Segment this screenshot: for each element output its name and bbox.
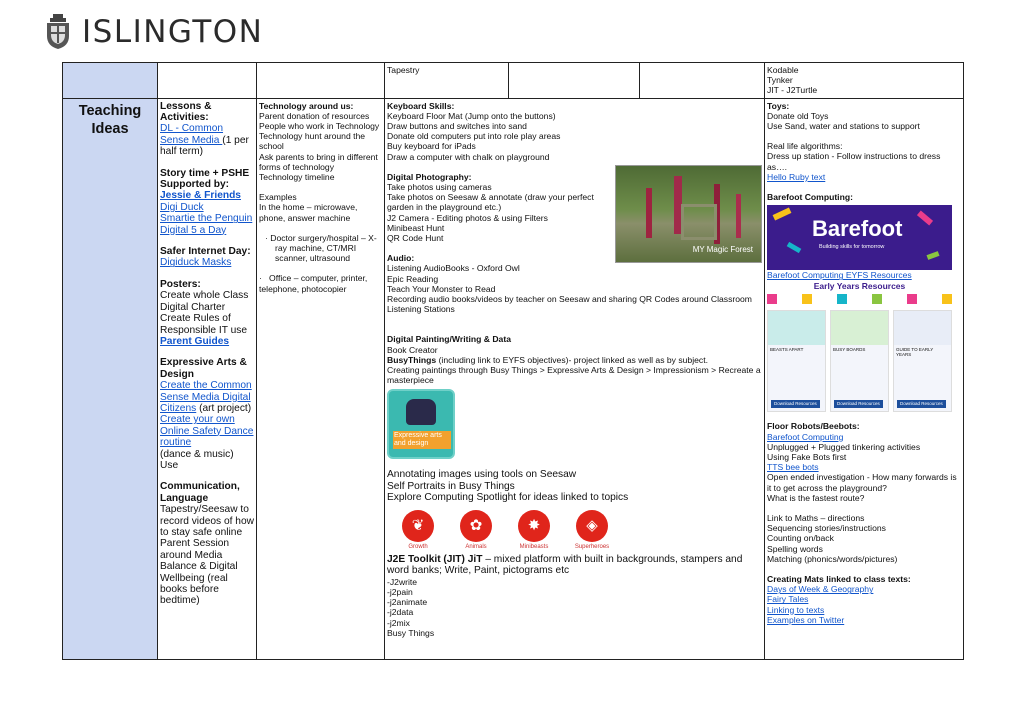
create-own-link[interactable]: Create your own Online Safety Dance routine — [160, 414, 254, 449]
photo-line: Take photos on Seesaw & annotate (draw your perfect garden in the playground etc.) — [387, 192, 594, 213]
confetti — [787, 242, 802, 253]
j2-line: -j2pain — [387, 586, 413, 597]
top-line: JIT - J2Turtle — [767, 85, 818, 96]
keyboard-line: Draw a computer with chalk on playground — [387, 151, 550, 162]
audio-title: Audio: — [387, 253, 415, 264]
paint-title: Digital Painting/Writing & Data — [387, 334, 511, 345]
art-project: (art project) — [196, 402, 252, 414]
audio-line: Teach Your Monster to Read — [387, 283, 496, 294]
top-cell-5 — [640, 63, 765, 99]
top-label-cell — [63, 63, 158, 99]
paw-icon: ✿ — [460, 510, 492, 542]
growth-icon: ❦ — [402, 510, 434, 542]
islington-logo — [44, 12, 263, 52]
photo-title: Digital Photography: — [387, 171, 472, 182]
comm-text: Tapestry/Seesaw to record videos of how to stay safe online — [160, 504, 255, 539]
digiduck-masks-link[interactable]: Digiduck Masks — [160, 257, 232, 269]
confetti — [917, 211, 933, 226]
keyboard-title: Keyboard Skills: — [387, 100, 455, 111]
teaching-ideas-label — [63, 98, 158, 659]
digital5-link[interactable]: Digital 5 a Day — [160, 224, 227, 236]
top-line: Tynker — [767, 75, 793, 86]
top-cell-3: Tapestry — [385, 63, 509, 99]
monster-icon — [406, 399, 436, 425]
technology-cell — [257, 98, 385, 659]
spotlight-animals: ✿ Animals — [455, 510, 497, 552]
top-cell-1 — [158, 63, 257, 99]
bullet-doctor: · Doctor surgery/hospital – X-ray machine, CT/MRI scanner, ultrasound — [265, 232, 377, 264]
posters-text: Create whole Class Digital Charter Create Rules of Responsible IT use — [160, 290, 249, 336]
j2-line: -j2animate — [387, 597, 428, 608]
maths-line: Matching (phonics/words/pictures) — [767, 553, 898, 564]
download-button[interactable]: Download Resources — [771, 400, 820, 408]
floor-title: Floor Robots/Beebots: — [767, 421, 860, 432]
lessons-title: Lessons & Activities: — [160, 100, 212, 124]
lessons-cell — [158, 98, 257, 659]
resource-card: GUIDE TO EARLY YEARS Download Resources — [893, 310, 952, 412]
keyboard-line: Draw buttons and switches into sand — [387, 121, 527, 132]
audio-line: Epic Reading — [387, 273, 439, 284]
digi-duck-link[interactable]: Digi Duck — [160, 201, 204, 213]
photo-line: QR Code Hunt — [387, 233, 444, 244]
dl-tail: (1 per half term) — [160, 134, 249, 158]
tts-link[interactable]: TTS bee bots — [767, 462, 819, 473]
use-text: Use — [160, 459, 179, 471]
real-life-title: Real life algorithms: — [767, 141, 843, 152]
barefoot-computing-link[interactable]: Barefoot Computing — [767, 431, 844, 442]
j2-line: -j2mix — [387, 617, 410, 628]
dance-music: (dance & music) — [160, 448, 234, 460]
barefoot-eyfs-link[interactable]: Barefoot Computing EYFS Resources — [767, 270, 912, 281]
floor-line: Unplugged + Plugged tinkering activities — [767, 441, 921, 452]
top-cell-2 — [257, 63, 385, 99]
shield-icon: ◈ — [576, 510, 608, 542]
photo-line: Minibeast Hunt — [387, 222, 445, 233]
annot-line: Self Portraits in Busy Things — [387, 480, 515, 492]
maths-line: Link to Maths – directions — [767, 513, 865, 524]
ladybird-icon: ✸ — [518, 510, 550, 542]
photo-line: J2 Camera - Editing photos & using Filters — [387, 212, 548, 223]
dl-link[interactable]: DL - Common Sense Media — [160, 123, 224, 146]
toys-cell — [765, 98, 964, 659]
barefoot-title: Barefoot Computing: — [767, 192, 853, 203]
j2-line: -j2data — [387, 607, 414, 618]
spotlight-icons — [397, 510, 762, 552]
resource-card: BEASTS APART Download Resources — [767, 310, 826, 412]
label-line: Ideas — [91, 120, 129, 137]
dress-line: Dress up station - Follow instructions to dress as…. — [767, 151, 941, 172]
fastest-route: What is the fastest route? — [767, 492, 865, 503]
barefoot-banner — [767, 205, 952, 270]
mats-link[interactable]: Examples on Twitter — [767, 614, 845, 625]
confetti — [773, 208, 792, 221]
teaching-ideas-row — [63, 98, 964, 659]
maths-line: Spelling words — [767, 543, 823, 554]
spotlight-superheroes: ◈ Superheroes — [571, 510, 613, 552]
maths-line: Sequencing stories/instructions — [767, 523, 886, 534]
forest-structure — [681, 204, 717, 240]
toys-line: Use Sand, water and stations to support — [767, 121, 920, 132]
spotlight-minibeasts: ✸ Minibeasts — [513, 510, 555, 552]
keyboard-line: Donate old computers put into role play areas — [387, 131, 561, 142]
mats-link[interactable]: Fairy Tales — [767, 594, 809, 605]
posters-title: Posters: — [160, 278, 201, 290]
forest-tree — [736, 194, 741, 238]
mats-link[interactable]: Days of Week & Geography — [767, 584, 874, 595]
comm-title: Communication, Language — [160, 481, 240, 504]
parent-session: Parent Session around Media Balance & Digital Wellbeing (real books before bedtime) — [160, 538, 238, 607]
home-examples: In the home – microwave, phone, answer machine — [259, 202, 358, 223]
mats-link[interactable]: Linking to texts — [767, 604, 825, 615]
open-ended: Open ended investigation - How many forwards is it to get across the playground? — [767, 472, 957, 493]
download-button[interactable]: Download Resources — [834, 400, 883, 408]
mats-title: Creating Mats linked to class texts: — [767, 574, 911, 585]
magic-forest-photo — [615, 165, 762, 263]
barefoot-tagline: Building skills for tomorrow — [819, 244, 885, 251]
j2-line: -J2write — [387, 576, 418, 587]
story-title: Story time + PSHE Supported by: — [160, 167, 250, 191]
photo-line: Take photos using cameras — [387, 182, 492, 193]
resource-card: BUSY BOARDS Download Resources — [830, 310, 889, 412]
floor-line: Using Fake Bots first — [767, 452, 847, 463]
hello-ruby-link[interactable]: Hello Ruby text — [767, 171, 826, 182]
annot-line: Explore Computing Spotlight for ideas linked to topics — [387, 492, 629, 504]
barefoot-logo-text: Barefoot — [812, 216, 903, 242]
top-cell-6 — [765, 63, 964, 99]
keyboard-cell — [385, 98, 765, 659]
busy-things-line: BusyThings (including link to EYFS objectives)- project linked as well as by subject. — [387, 354, 708, 365]
busy-things-tile — [387, 389, 455, 459]
top-cell-4 — [509, 63, 640, 99]
download-button[interactable]: Download Resources — [897, 400, 946, 408]
parent-guides-link[interactable]: Parent Guides — [160, 335, 230, 347]
early-years-panel — [767, 281, 952, 421]
toys-line: Donate old Toys — [767, 110, 829, 121]
book-creator: Book Creator — [387, 344, 438, 355]
toys-title: Toys: — [767, 100, 790, 111]
tech-line: Technology hunt around the school — [259, 131, 366, 152]
tech-line: Ask parents to bring in different forms of technology — [259, 151, 378, 172]
resource-cards — [767, 310, 952, 412]
tech-title: Technology around us: — [259, 100, 354, 111]
maths-line: Counting on/back — [767, 533, 834, 544]
smartie-link[interactable]: Smartie the Penguin — [160, 213, 253, 225]
audio-line: Listening AudioBooks - Oxford Owl — [387, 263, 520, 274]
busy-tile-label: Expressive arts and design — [393, 431, 451, 449]
bunting — [767, 294, 952, 304]
keyboard-line: Buy keyboard for iPads — [387, 141, 476, 152]
confetti — [927, 251, 940, 260]
keyboard-line: Keyboard Floor Mat (Jump onto the buttons) — [387, 110, 556, 121]
tech-line: People who work in Technology — [259, 121, 380, 132]
audio-line: Listening Stations — [387, 304, 455, 315]
j2e-line: J2E Toolkit (JIT) JiT – mixed platform with built in backgrounds, stampers and word banks; Write, Paint, pictograms etc — [387, 553, 743, 577]
creating-line: Creating paintings through Busy Things > Expressive Arts & Design > Impressionism > Recreate a masterpiece — [387, 365, 761, 386]
spotlight-growth: ❦ Growth — [397, 510, 439, 552]
curriculum-table — [62, 62, 964, 660]
photo-caption: MY Magic Forest — [692, 245, 753, 255]
j2-line: Busy Things — [387, 627, 435, 638]
label-line: Teaching — [78, 102, 142, 119]
audio-line: Recording audio books/videos by teacher on Seesaw and sharing QR Codes around Classroom — [387, 294, 752, 305]
jessie-link[interactable]: Jessie & Friends — [160, 190, 241, 202]
crest-icon — [44, 14, 72, 50]
tech-line: Parent donation of resources — [259, 110, 370, 121]
safer-title: Safer Internet Day: — [160, 246, 251, 258]
forest-tree — [646, 188, 652, 238]
top-row — [63, 63, 964, 99]
create-common-link[interactable]: Create the Common Sense Media Digital Citizens — [160, 380, 252, 414]
examples: Examples — [259, 192, 297, 203]
bullet-office: · Office – computer, printer, telephone, photocopier — [259, 273, 368, 294]
expressive-title: Expressive Arts & Design — [160, 357, 247, 380]
logo-text: ISLINGTON — [82, 14, 264, 50]
early-years-heading: Early Years Resources — [813, 281, 906, 292]
top-line: Kodable — [767, 65, 799, 75]
annot-line: Annotating images using tools on Seesaw — [387, 469, 577, 481]
tech-line: Technology timeline — [259, 172, 335, 183]
